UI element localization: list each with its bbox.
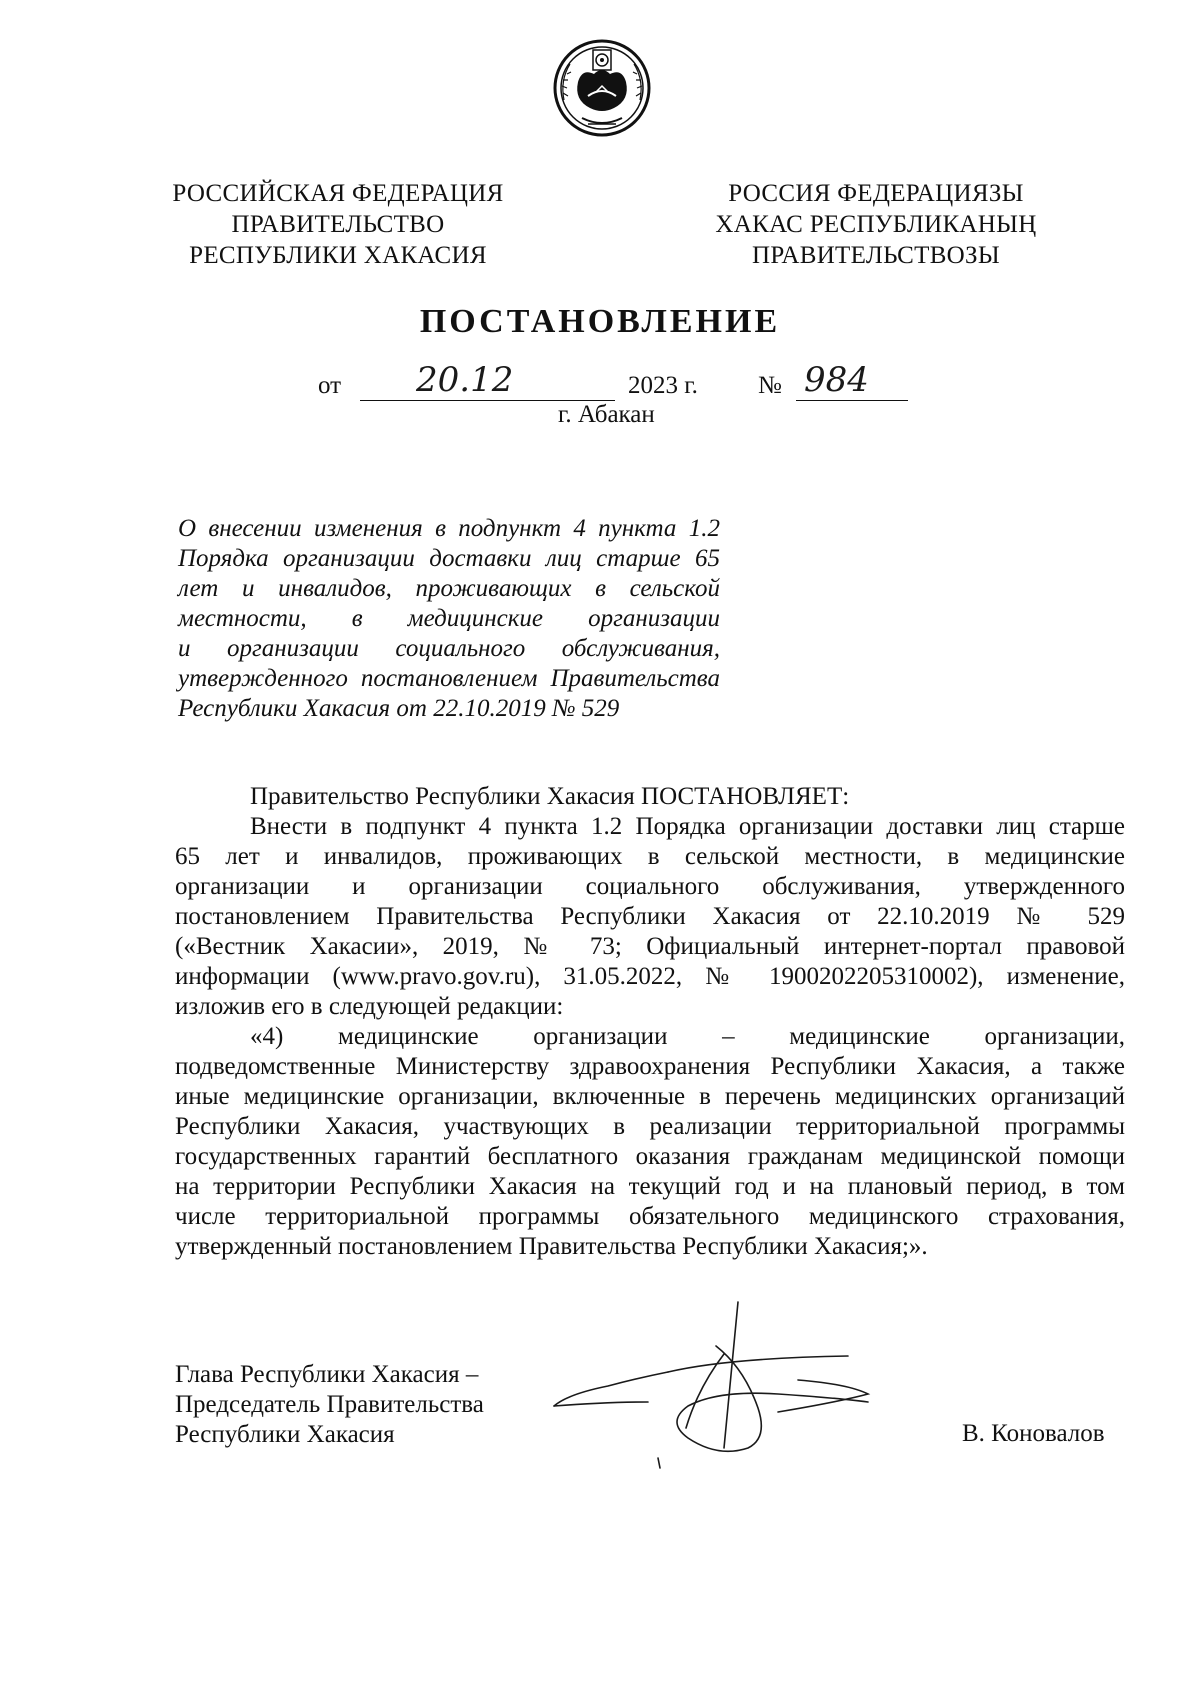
body-line: утвержденный постановлением Правительства Республики Хакасия;». [175, 1233, 928, 1260]
signer-line: Председатель Правительства [175, 1391, 484, 1418]
document-title [178, 514, 720, 724]
signature-icon [548, 1298, 920, 1470]
body-line: организации и организации социального обслуживания, утвержденного [175, 873, 1125, 900]
number-underline [796, 400, 908, 401]
handwritten-number: 984 [804, 360, 869, 400]
header-right-line-2: ХАКАС РЕСПУБЛИКАНЫҢ [715, 211, 1037, 238]
body-line: «4) медицинские организации – медицинские организации, [250, 1023, 1125, 1050]
date-number-line [318, 360, 918, 406]
body-line: 65 лет и инвалидов, проживающих в сельской местности, в медицинские [175, 843, 1125, 870]
header-right-line-1: РОССИЯ ФЕДЕРАЦИЯЗЫ [728, 180, 1024, 207]
body-line: подведомственные Министерству здравоохранения Республики Хакасия, а также [175, 1053, 1125, 1080]
coat-of-arms-icon [552, 38, 652, 138]
preamble: Правительство Республики Хакасия ПОСТАНОВЛЯЕТ: [250, 783, 850, 810]
title-line: лет и инвалидов, проживающих в сельской [178, 575, 720, 602]
body-line: на территории Республики Хакасия на текущий год и на плановый период, в том [175, 1173, 1125, 1200]
title-line: местности, в медицинские организации [178, 605, 720, 632]
title-line: О внесении изменения в подпункт 4 пункта 1.2 [178, 515, 720, 542]
paragraph-1 [175, 812, 1125, 1022]
date-prefix: от [318, 372, 342, 399]
number-sign: № [758, 372, 782, 399]
date-year: 2023 г. [628, 372, 698, 399]
title-line: и организации социального обслуживания, [178, 635, 720, 662]
city: г. Абакан [558, 401, 655, 428]
header-right [696, 178, 1056, 271]
paragraph-2 [175, 1022, 1125, 1262]
header-left-line-3: РЕСПУБЛИКИ ХАКАСИЯ [189, 242, 487, 269]
title-line: утвержденного постановлением Правительства [178, 665, 720, 692]
body-line: информации (www.pravo.gov.ru), 31.05.2022, № 1900202205310002), изменение, [175, 963, 1125, 990]
header-right-line-3: ПРАВИТЕЛЬСТВОЗЫ [752, 242, 1000, 269]
header-left [168, 178, 508, 271]
header-left-line-1: РОССИЙСКАЯ ФЕДЕРАЦИЯ [172, 180, 504, 207]
handwritten-date: 20.12 [416, 360, 514, 400]
signer-line: Глава Республики Хакасия – [175, 1361, 479, 1388]
body-line: государственных гарантий бесплатного оказания гражданам медицинской помощи [175, 1143, 1125, 1170]
body-line: числе территориальной программы обязательного медицинского страхования, [175, 1203, 1125, 1230]
body-line: Республики Хакасия, участвующих в реализации территориальной программы [175, 1113, 1125, 1140]
body-line: изложив его в следующей редакции: [175, 993, 564, 1020]
title-line: Республики Хакасия от 22.10.2019 № 529 [178, 695, 620, 722]
document-type-heading: ПОСТАНОВЛЕНИЕ [419, 303, 781, 340]
body-line: Внести в подпункт 4 пункта 1.2 Порядка организации доставки лиц старше [250, 813, 1125, 840]
signer-line: Республики Хакасия [175, 1421, 395, 1448]
signer-position [175, 1360, 484, 1450]
header-left-line-2: ПРАВИТЕЛЬСТВО [231, 211, 445, 238]
body-line: («Вестник Хакасии», 2019, № 73; Официальный интернет-портал правовой [175, 933, 1125, 960]
signer-name: В. Коновалов [962, 1420, 1105, 1447]
body-line: постановлением Правительства Республики Хакасия от 22.10.2019 № 529 [175, 903, 1125, 930]
document-body [175, 782, 1125, 1262]
body-line: иные медицинские организации, включенные в перечень медицинских организаций [175, 1083, 1125, 1110]
title-line: Порядка организации доставки лиц старше 65 [178, 545, 720, 572]
